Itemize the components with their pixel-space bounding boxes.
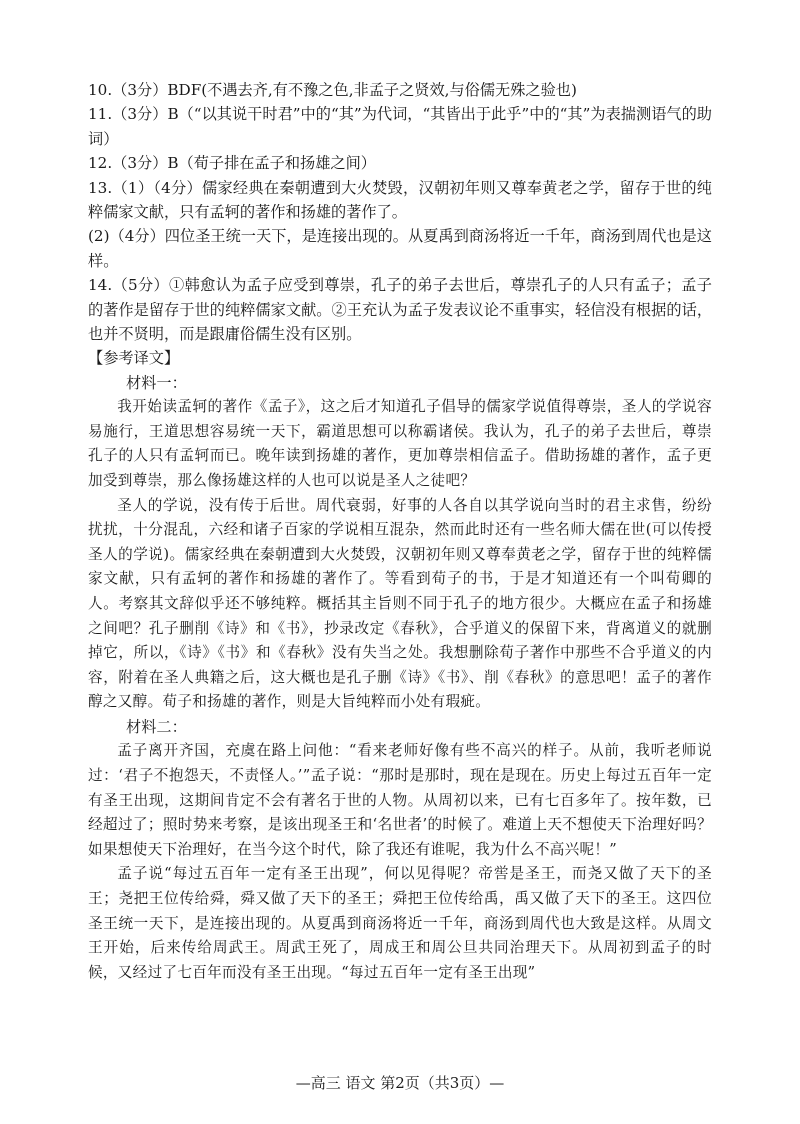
material-two [88,715,712,985]
answer-section [88,78,712,346]
material-one [88,371,712,715]
answer-13-2: (2)（4分）四位圣王统一天下，是连接出现的。从夏禹到商汤将近一千年，商汤到周代也是这样。 [88,227,712,270]
material-one-paragraph: 圣人的学说，没有传于后世。周代衰弱，好事的人各自以其学说向当时的君主求售，纷纷扰扰，十分混乱，六经和诸子百家的学说相互混杂，然而此时还有一些名师大儒在世(可以传授圣人的学说)。儒家经典在秦朝遭到大火焚毁，汉朝初年则又尊奉黄老之学，留存于世的纯粹儒家文献，只有孟轲的著作和扬雄的著作了。等看到荀子的书，于是才知道还有一个叫荀卿的人。考察其文辞似乎还不够纯粹。概括其主旨则不同于孔子的地方很少。大概应在孟子和扬雄之间吧？孔子删削《诗》和《书》，抄录改定《春秋》，合乎道义的保留下来，背离道义的就删掉它，所以，《诗》《书》和《春秋》没有失当之处。我想删除荀子著作中那些不合乎道义的内容，附着在圣人典籍之后，这大概也是孔子删《诗》《书》、削《春秋》的意思吧！孟子的著作醇之又醇。荀子和扬雄的著作，则是大旨纯粹而小处有瑕疵。 [88,496,712,711]
page-footer: —高三 语文 第2页（共3页）— [295,1074,505,1092]
material-two-title: 材料二： [126,718,187,736]
answer-10: 10.（3分）BDF(不遇去齐,有不豫之色,非孟子之贤效,与俗儒无殊之验也) [88,81,577,99]
reference-translation-heading: 【参考译文】 [88,349,180,368]
material-two-paragraph: 孟子离开齐国，充虞在路上问他：“看来老师好像有些不高兴的样子。从前，我听老师说过：‘君子不抱怨天，不责怪人。’”孟子说：“那时是那时，现在是现在。历史上每过五百年一定有圣王出现，这期间肯定不会有著名于世的人物。从周初以来，已有七百多年了。按年数，已经超过了；照时势来考察，是该出现圣王和‘名世者’的时候了。难道上天不想使天下治理好吗？如果想使天下治理好，在当今这个时代，除了我还有谁呢，我为什么不高兴呢！” [88,742,712,858]
page-content [88,78,712,985]
answer-11: 11.（3分）B（“以其说干时君”中的“其”为代词，“其皆出于此乎”中的“其”为表揣测语气的助词） [88,105,712,148]
answer-14: 14.（5分）①韩愈认为孟子应受到尊崇，孔子的弟子去世后，尊崇孔子的人只有孟子；孟子的著作是留存于世的纯粹儒家文献。②王充认为孟子发表议论不重事实，轻信没有根据的话，也并不贤明，而是跟庸俗儒生没有区别。 [88,276,712,344]
answer-13-1: 13.（1）（4分）儒家经典在秦朝遭到大火焚毁，汉朝初年则又尊奉黄老之学，留存于世的纯粹儒家文献，只有孟轲的著作和扬雄的著作了。 [88,178,712,222]
material-one-title: 材料一： [126,373,187,392]
material-two-paragraph: 孟子说“每过五百年一定有圣王出现”，何以见得呢？帝喾是圣王，而尧又做了天下的圣王；尧把王位传给舜，舜又做了天下的圣王；舜把王位传给禹，禹又做了天下的圣王。这四位圣王统一天下，是连接出现的。从夏禹到商汤将近一千年，商汤到周代也大致是这样。从周文王开始，后来传给周武王。周武王死了，周成王和周公旦共同治理天下。从周初到孟子的时候，又经过了七百年而没有圣王出现。“每过五百年一定有圣王出现” [88,865,712,981]
answer-12: 12.（3分）B（荀子排在孟子和扬雄之间） [88,154,376,173]
material-one-paragraph: 我开始读孟轲的著作《孟子》，这之后才知道孔子倡导的儒家学说值得尊崇，圣人的学说容易施行，王道思想容易统一天下，霸道思想可以称霸诸侯。我认为，孔子的弟子去世后，尊崇孔子的人只有孟轲而已。晚年读到扬雄的著作，更加尊崇相信孟子。借助扬雄的著作，孟子更加受到尊崇，那么像扬雄这样的人也可以说是圣人之徒吧？ [88,398,712,490]
